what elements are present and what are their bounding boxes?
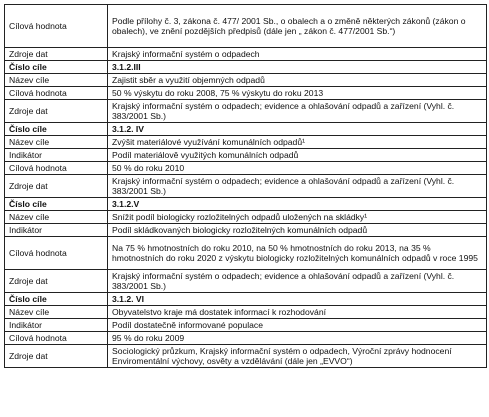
row-value: Krajský informační systém o odpadech <box>108 48 487 61</box>
row-value: Krajský informační systém o odpadech; evidence a ohlašování odpadů a zařízení (Vyhl. č. 383/2001 Sb.) <box>108 175 487 198</box>
row-value: 3.1.2. VI <box>108 293 487 306</box>
row-value: 3.1.2.III <box>108 61 487 74</box>
row-label: Indikátor <box>5 149 108 162</box>
table-row <box>5 319 487 332</box>
row-value: Podle přílohy č. 3, zákona č. 477/ 2001 Sb., o obalech a o změně některých zákonů (zákon o obalech), ve znění pozdějších předpisů (dále jen „ zákon č. 477/2001 Sb.“) <box>108 5 487 48</box>
row-label: Zdroje dat <box>5 270 108 293</box>
row-label: Zdroje dat <box>5 175 108 198</box>
table-section-row <box>5 61 487 74</box>
table-row <box>5 162 487 175</box>
row-value: Obyvatelstvo kraje má dostatek informací k rozhodování <box>108 306 487 319</box>
row-value: Podíl materiálově využitých komunálních odpadů <box>108 149 487 162</box>
table-row <box>5 306 487 319</box>
row-label: Název cíle <box>5 136 108 149</box>
row-label: Číslo cíle <box>5 198 108 211</box>
row-label: Indikátor <box>5 224 108 237</box>
table-section-row <box>5 198 487 211</box>
table-row <box>5 345 487 368</box>
row-label: Zdroje dat <box>5 48 108 61</box>
row-label: Název cíle <box>5 211 108 224</box>
table-row <box>5 136 487 149</box>
row-value: 50 % výskytu do roku 2008, 75 % výskytu do roku 2013 <box>108 87 487 100</box>
row-value: 50 % do roku 2010 <box>108 162 487 175</box>
row-value: Na 75 % hmotnostních do roku 2010, na 50 % hmotnostních do roku 2013, na 35 % hmotnostních do roku 2020 z výskytu biologicky rozložitelných komunálních odpadů v roce 1995 <box>108 237 487 270</box>
row-value: Snížit podíl biologicky rozložitelných odpadů uložených na skládky¹ <box>108 211 487 224</box>
row-value: 3.1.2. IV <box>108 123 487 136</box>
targets-table <box>4 4 487 368</box>
row-label: Číslo cíle <box>5 123 108 136</box>
row-label: Cílová hodnota <box>5 5 108 48</box>
row-label: Zdroje dat <box>5 345 108 368</box>
table-section-row <box>5 123 487 136</box>
table-row <box>5 149 487 162</box>
table-row <box>5 332 487 345</box>
table-row <box>5 175 487 198</box>
row-value: Podíl dostatečně informované populace <box>108 319 487 332</box>
row-value: Zajistit sběr a využití objemných odpadů <box>108 74 487 87</box>
table-row <box>5 237 487 270</box>
row-value: Zvýšit materiálové využívání komunálních odpadů¹ <box>108 136 487 149</box>
table-row <box>5 5 487 48</box>
row-value: Podíl skládkovaných biologicky rozložitelných komunálních odpadů <box>108 224 487 237</box>
row-label: Číslo cíle <box>5 293 108 306</box>
row-label: Zdroje dat <box>5 100 108 123</box>
row-label: Cílová hodnota <box>5 162 108 175</box>
row-label: Cílová hodnota <box>5 237 108 270</box>
row-label: Cílová hodnota <box>5 87 108 100</box>
row-label: Indikátor <box>5 319 108 332</box>
table-row <box>5 224 487 237</box>
row-value: 3.1.2.V <box>108 198 487 211</box>
row-value: 95 % do roku 2009 <box>108 332 487 345</box>
row-value: Krajský informační systém o odpadech; evidence a ohlašování odpadů a zařízení (Vyhl. č. 383/2001 Sb.) <box>108 270 487 293</box>
table-row <box>5 100 487 123</box>
targets-table-body <box>5 5 487 368</box>
table-row <box>5 74 487 87</box>
row-label: Název cíle <box>5 306 108 319</box>
table-section-row <box>5 293 487 306</box>
row-label: Číslo cíle <box>5 61 108 74</box>
row-label: Název cíle <box>5 74 108 87</box>
table-row <box>5 48 487 61</box>
row-value: Krajský informační systém o odpadech; evidence a ohlašování odpadů a zařízení (Vyhl. č. 383/2001 Sb.) <box>108 100 487 123</box>
table-row <box>5 211 487 224</box>
row-label: Cílová hodnota <box>5 332 108 345</box>
row-value: Sociologický průzkum, Krajský informační systém o odpadech, Výroční zprávy hodnocení Enviromentální výchovy, osvěty a vzdělávání (dále jen „EVVO“) <box>108 345 487 368</box>
table-row <box>5 87 487 100</box>
table-row <box>5 270 487 293</box>
document-page <box>4 4 486 368</box>
